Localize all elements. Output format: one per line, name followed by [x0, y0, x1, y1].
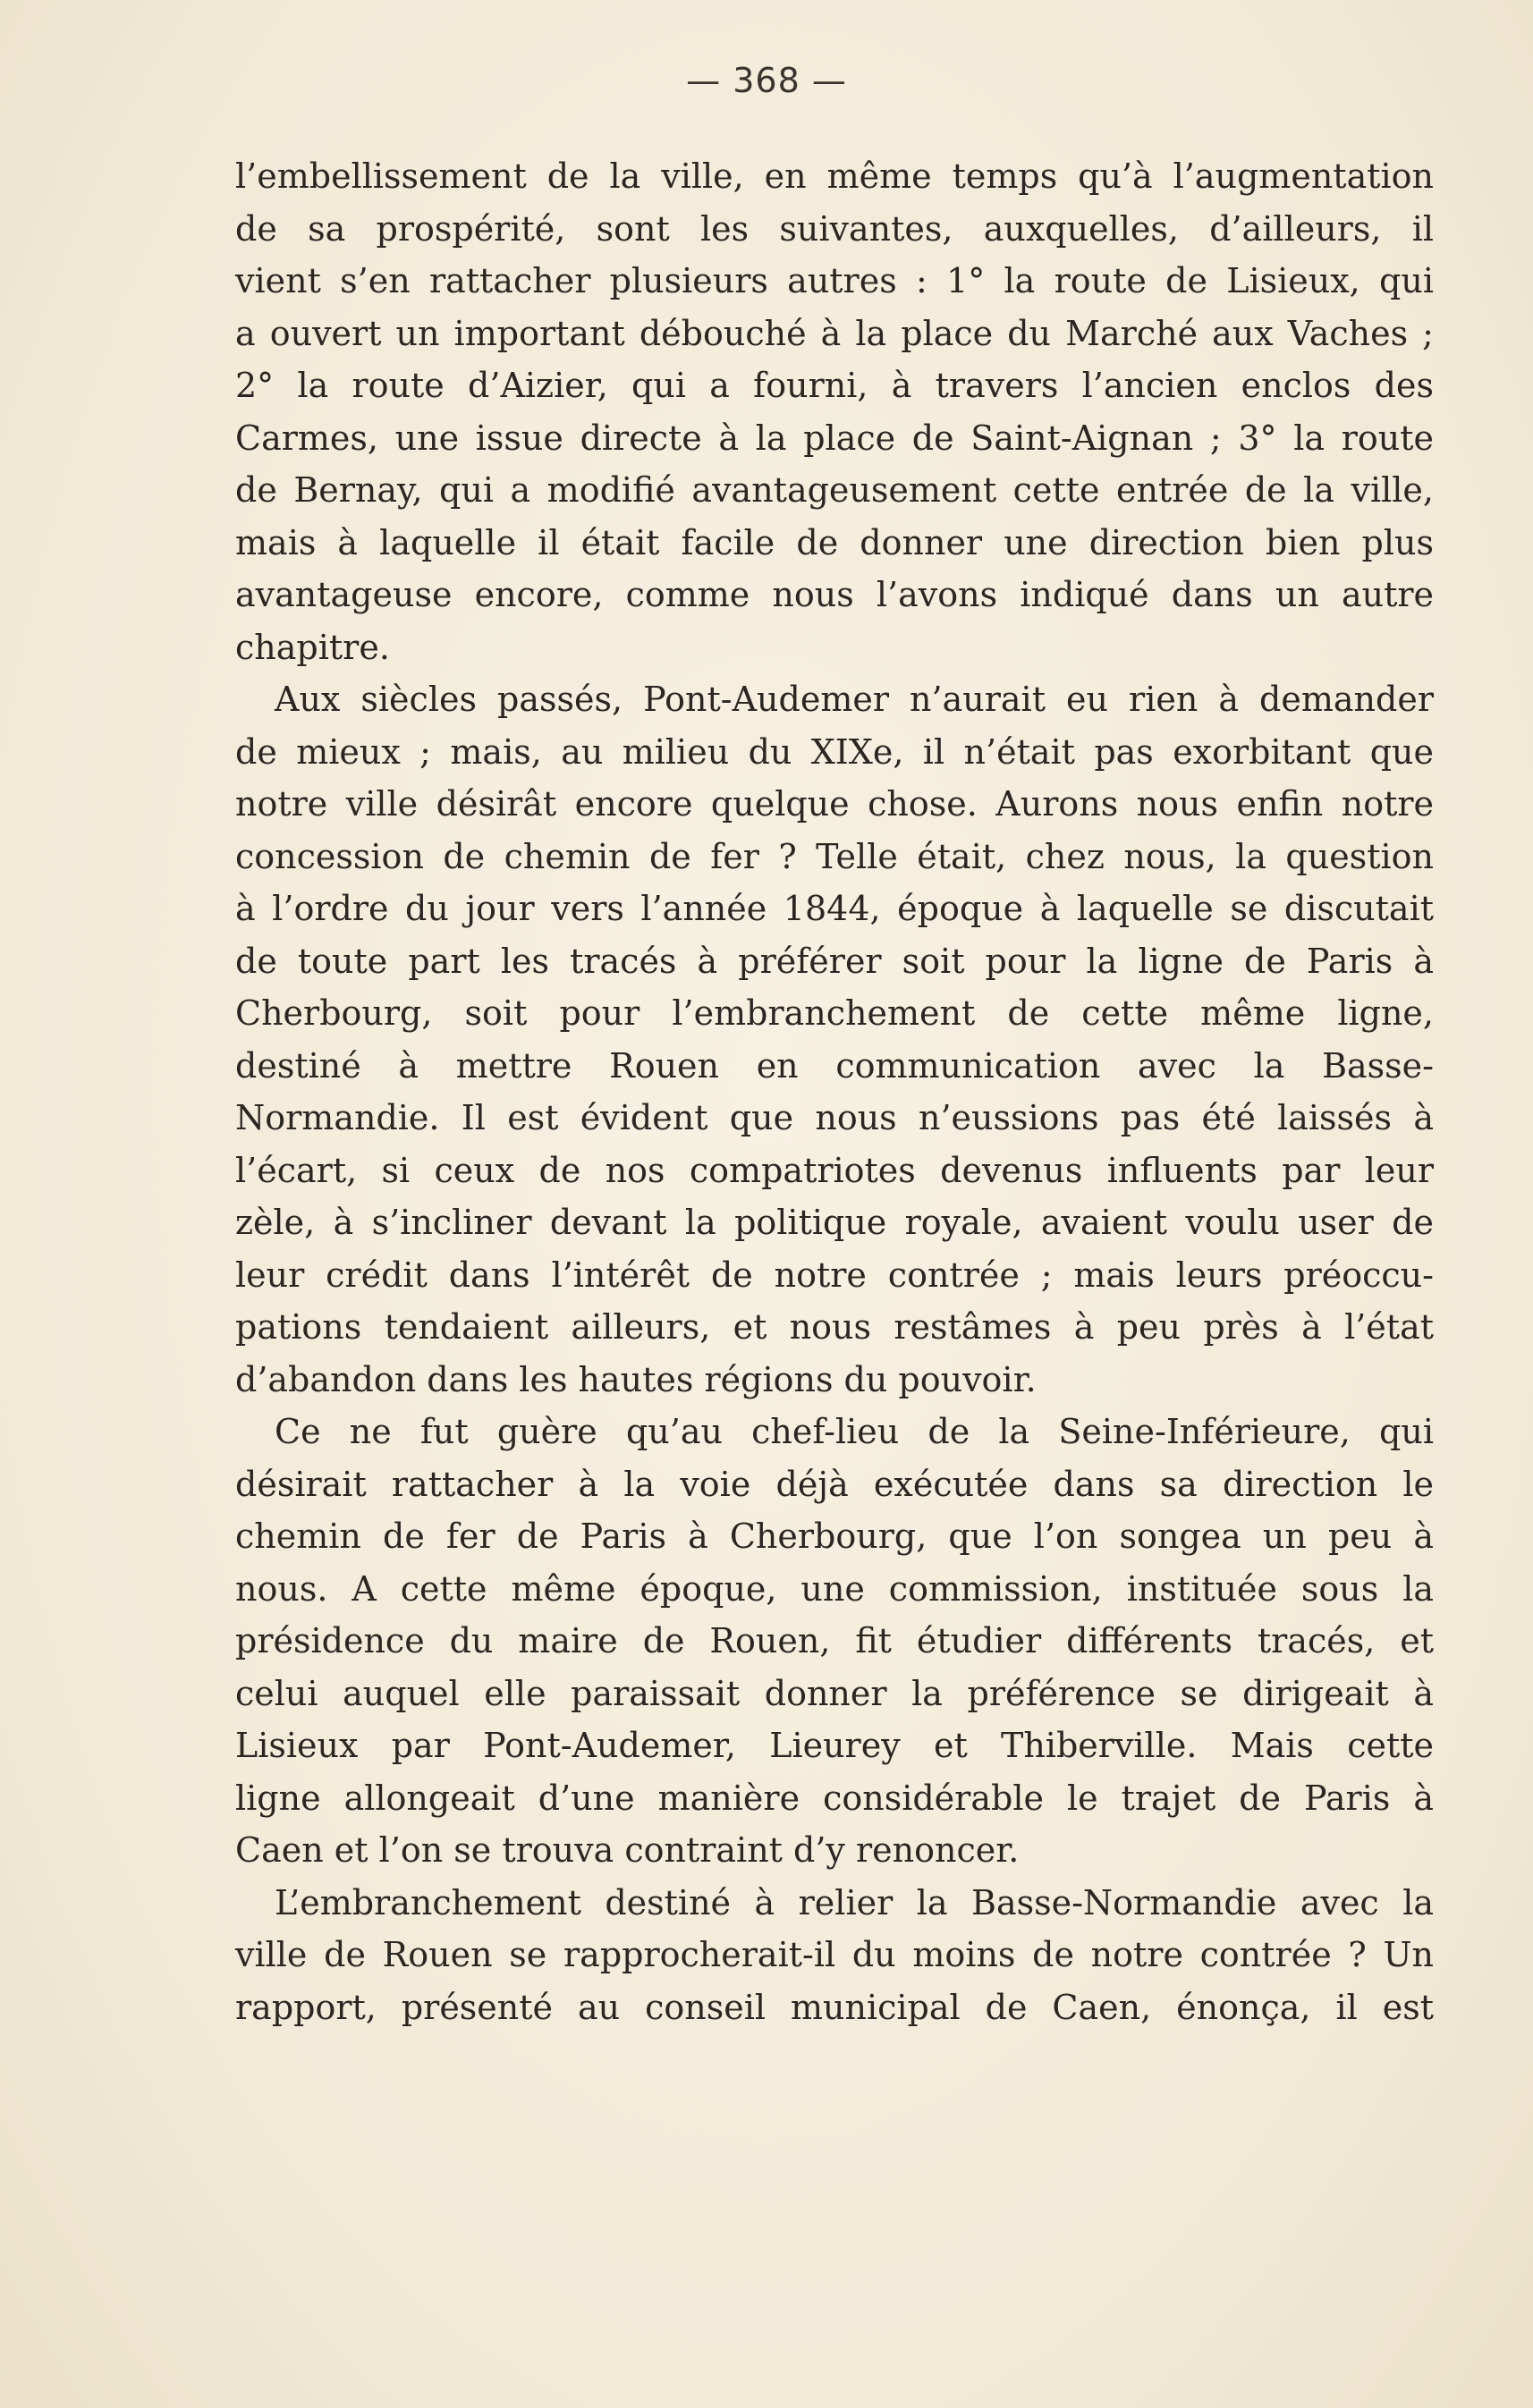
- page-number: — 368 —: [686, 61, 847, 100]
- text-line: chemin de fer de Paris à Cherbourg, que l’on songea un peu à: [235, 1517, 1434, 1556]
- text-line: ligne allongeait d’une manière considérable le trajet de Paris à: [235, 1778, 1434, 1818]
- text-line: Ce ne fut guère qu’au chef-lieu de la Seine-Inférieure, qui: [275, 1412, 1434, 1451]
- text-line: rapport, présenté au conseil municipal de Caen, énonça, il est: [235, 1987, 1434, 2027]
- text-line: d’abandon dans les hautes régions du pouvoir.: [235, 1359, 1037, 1399]
- text-line: L’embranchement destiné à relier la Basse-Normandie avec la: [275, 1882, 1434, 1922]
- text-line: Lisieux par Pont-Audemer, Lieurey et Thiberville. Mais cette: [235, 1726, 1434, 1765]
- text-line: nous. A cette même époque, une commission, instituée sous la: [235, 1568, 1434, 1609]
- text-line: de Bernay, qui a modifié avantageusement cette entrée de la ville,: [235, 470, 1434, 510]
- text-line: zèle, à s’incliner devant la politique royale, avaient voulu user de: [235, 1203, 1434, 1242]
- text-line: vient s’en rattacher plusieurs autres : 1° la route de Lisieux, qui: [235, 261, 1434, 300]
- text-line: Aux siècles passés, Pont-Audemer n’aurait eu rien à demander: [275, 680, 1434, 719]
- text-line: leur crédit dans l’intérêt de notre contrée ; mais leurs préoccu-: [235, 1255, 1434, 1295]
- text-line: ville de Rouen se rapprocherait-il du moins de notre contrée ? Un: [235, 1935, 1434, 1974]
- text-line: 2° la route d’Aizier, qui a fourni, à travers l’ancien enclos des: [235, 366, 1434, 405]
- text-line: Normandie. Il est évident que nous n’eussions pas été laissés à: [235, 1098, 1434, 1137]
- text-line: de mieux ; mais, au milieu du XIXe, il n’était pas exorbitant que: [235, 731, 1434, 772]
- text-line: celui auquel elle paraissait donner la préférence se dirigeait à: [235, 1673, 1434, 1713]
- text-line: destiné à mettre Rouen en communication avec la Basse-: [235, 1045, 1434, 1086]
- body-text: [235, 150, 1434, 2033]
- text-line: Caen et l’on se trouva contraint d’y renoncer.: [235, 1830, 1020, 1870]
- text-line: de sa prospérité, sont les suivantes, auxquelles, d’ailleurs, il: [235, 208, 1434, 249]
- text-line: Cherbourg, soit pour l’embranchement de cette même ligne,: [235, 993, 1434, 1033]
- text-line: désirait rattacher à la voie déjà exécutée dans sa direction le: [235, 1464, 1434, 1504]
- text-line: pations tendaient ailleurs, et nous restâmes à peu près à l’état: [235, 1307, 1434, 1347]
- text-line: présidence du maire de Rouen, fit étudier différents tracés, et: [235, 1621, 1434, 1660]
- text-line: concession de chemin de fer ? Telle était, chez nous, la question: [235, 836, 1434, 876]
- text-line: de toute part les tracés à préférer soit pour la ligne de Paris à: [235, 941, 1434, 981]
- text-line: l’écart, si ceux de nos compatriotes devenus influents par leur: [235, 1150, 1434, 1190]
- text-line: chapitre.: [235, 627, 390, 667]
- text-line: mais à laquelle il était facile de donner une direction bien plus: [235, 522, 1434, 562]
- text-line: l’embellissement de la ville, en même temps qu’à l’augmentation: [235, 156, 1434, 196]
- text-line: avantageuse encore, comme nous l’avons indiqué dans un autre: [235, 575, 1434, 614]
- text-line: à l’ordre du jour vers l’année 1844, époque à laquelle se discutait: [235, 889, 1434, 928]
- text-line: Carmes, une issue directe à la place de Saint-Aignan ; 3° la route: [235, 418, 1434, 458]
- text-line: a ouvert un important débouché à la place du Marché aux Vaches ;: [235, 313, 1434, 353]
- text-line: notre ville désirât encore quelque chose. Aurons nous enfin notre: [235, 784, 1434, 824]
